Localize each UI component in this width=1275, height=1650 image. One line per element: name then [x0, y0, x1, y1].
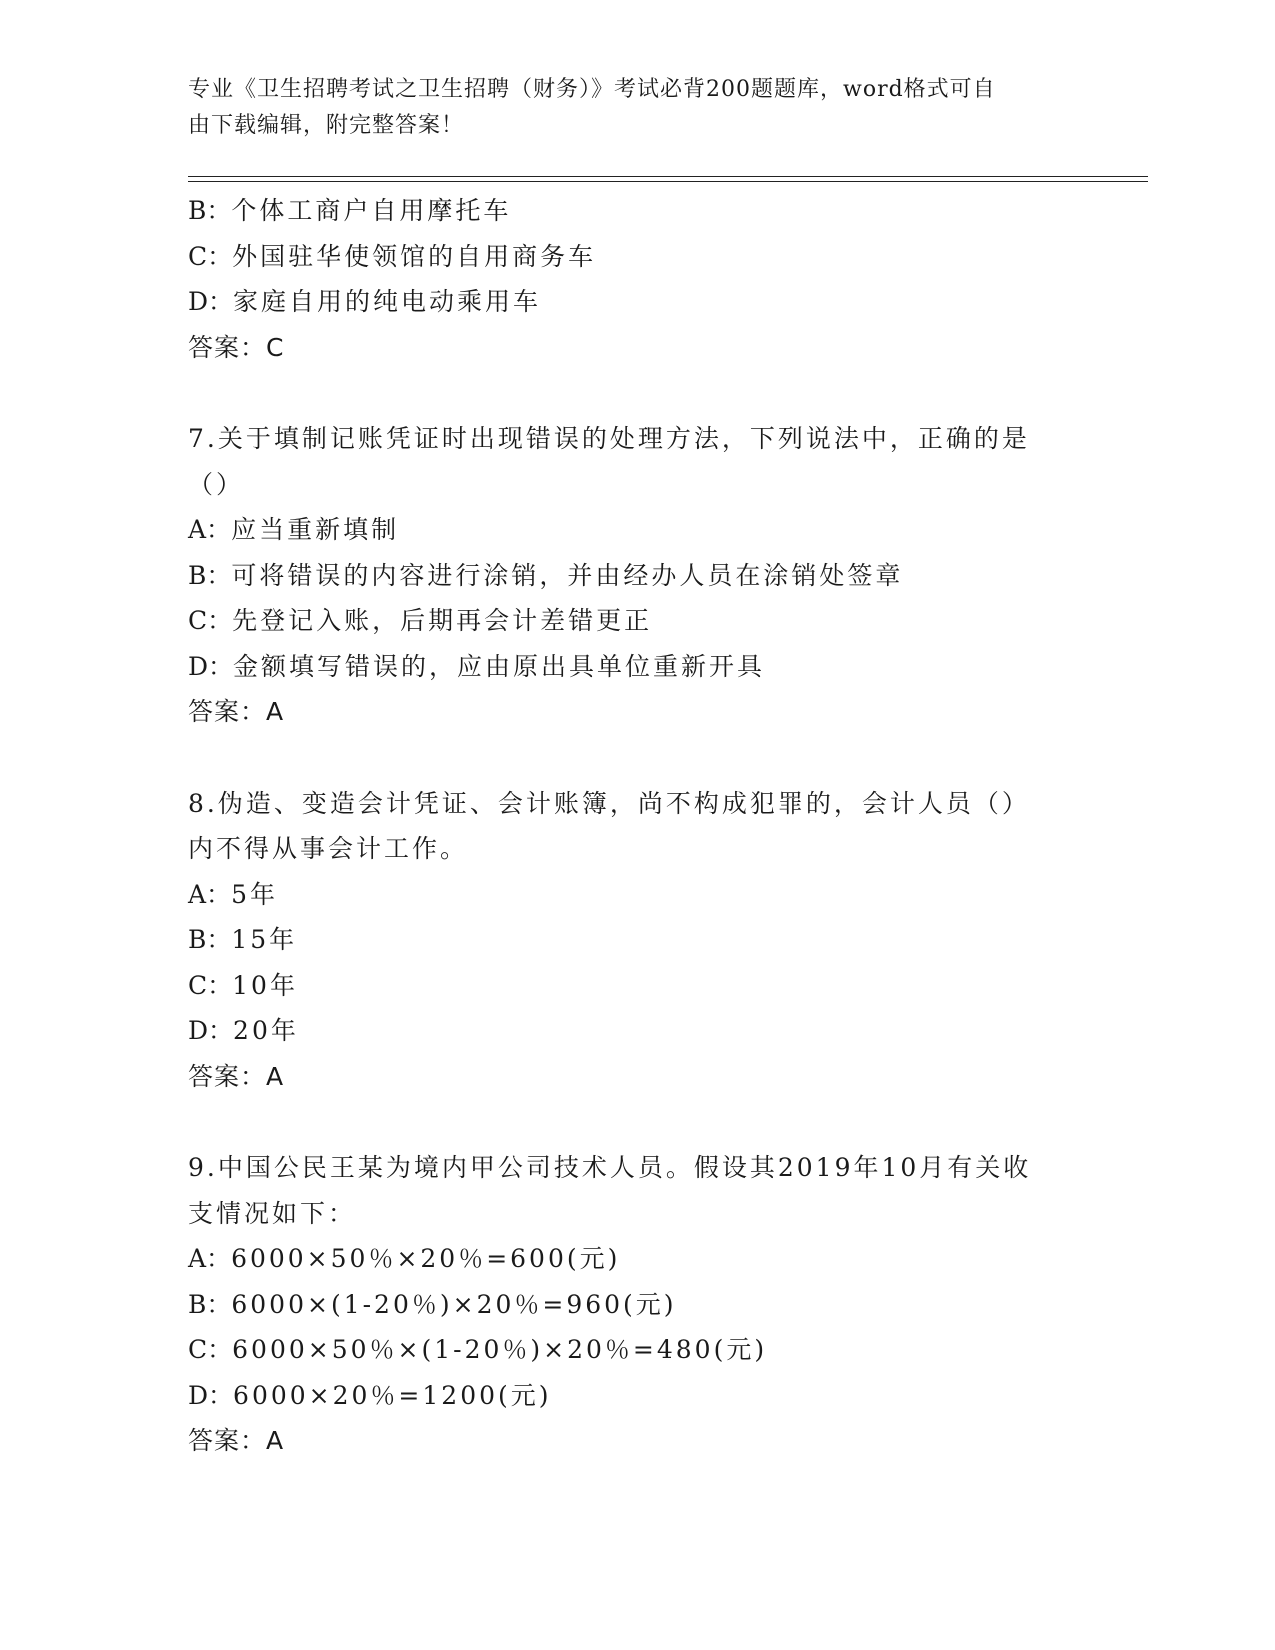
header-rule-top [188, 176, 1148, 177]
option-b [188, 917, 1068, 963]
header-line-2: 由下载编辑，附完整答案！ [188, 113, 465, 138]
option-text: 应当重新填制 [231, 515, 400, 544]
question-line-1: 8.伪造、变造会计凭证、会计账簿，尚不构成犯罪的，会计人员（） [188, 788, 1030, 818]
option-d [188, 1373, 1068, 1419]
question-block-8 [188, 781, 1068, 1100]
option-text: 金额填写错误的，应由原出具单位重新开具 [233, 651, 766, 681]
option-a [188, 872, 1068, 918]
option-text: 6000×20％=1200(元) [233, 1380, 552, 1410]
option-label: B： [188, 196, 232, 225]
question-line-2: 支情况如下： [188, 1198, 357, 1228]
option-text: 10年 [232, 970, 298, 1000]
option-label: C： [188, 1335, 233, 1364]
option-c [188, 1327, 1068, 1373]
option-text: 6000×50％×20％=600(元) [231, 1244, 621, 1273]
option-b [188, 553, 1068, 599]
document-body [188, 188, 1068, 1464]
option-a [188, 507, 1068, 553]
option-label: A： [188, 1244, 232, 1273]
option-label: B： [188, 1289, 232, 1319]
option-text: 家庭自用的纯电动乘用车 [233, 287, 542, 316]
option-d [188, 644, 1068, 690]
option-text: 6000×(1-20％)×20％=960(元) [231, 1289, 677, 1319]
answer: 答案：A [188, 697, 285, 726]
option-label: C： [188, 970, 233, 1000]
question-text [188, 1145, 1068, 1236]
option-text: 可将错误的内容进行涂销，并由经办人员在涂销处签章 [231, 560, 904, 590]
option-d [188, 279, 1068, 325]
answer: 答案：A [188, 1061, 285, 1091]
option-label: A： [188, 515, 232, 544]
option-label: D： [188, 287, 234, 316]
answer: 答案：C [188, 332, 285, 362]
option-label: C： [188, 606, 233, 635]
option-b [188, 188, 1068, 234]
answer: 答案：A [188, 1426, 285, 1455]
question-block-6 [188, 188, 1068, 370]
option-label: D： [188, 1380, 234, 1410]
option-d [188, 1008, 1068, 1054]
question-line-2: （） [188, 469, 245, 499]
question-line-1: 7.关于填制记账凭证时出现错误的处理方法，下列说法中，正确的是 [188, 424, 1030, 453]
question-line-1: 9.中国公民王某为境内甲公司技术人员。假设其2019年10月有关收 [188, 1153, 1032, 1182]
header-line-1: 专业《卫生招聘考试之卫生招聘（财务）》考试必背200题题库，word格式可自 [188, 77, 996, 102]
option-label: C： [188, 241, 233, 271]
option-text: 先登记入账，后期再会计差错更正 [232, 606, 653, 635]
option-c [188, 963, 1068, 1009]
question-line-2: 内不得从事会计工作。 [188, 834, 469, 863]
option-text: 15年 [231, 925, 298, 954]
document-header [188, 72, 1068, 144]
option-text: 6000×50％×(1-20％)×20％=480(元) [232, 1335, 768, 1364]
question-block-9 [188, 1145, 1068, 1464]
option-label: B： [188, 925, 232, 954]
question-block-7 [188, 416, 1068, 735]
header-rule-bottom [188, 181, 1148, 182]
option-c [188, 598, 1068, 644]
option-label: B： [188, 560, 232, 590]
option-label: D： [188, 651, 234, 681]
option-text: 5年 [231, 879, 278, 909]
option-b [188, 1282, 1068, 1328]
option-c [188, 234, 1068, 280]
question-text [188, 781, 1068, 872]
option-text: 20年 [233, 1016, 299, 1045]
option-a [188, 1236, 1068, 1282]
option-label: A： [188, 879, 232, 909]
option-text: 外国驻华使领馆的自用商务车 [232, 241, 597, 271]
option-text: 个体工商户自用摩托车 [231, 196, 512, 225]
option-label: D： [188, 1016, 234, 1045]
question-text [188, 416, 1068, 507]
